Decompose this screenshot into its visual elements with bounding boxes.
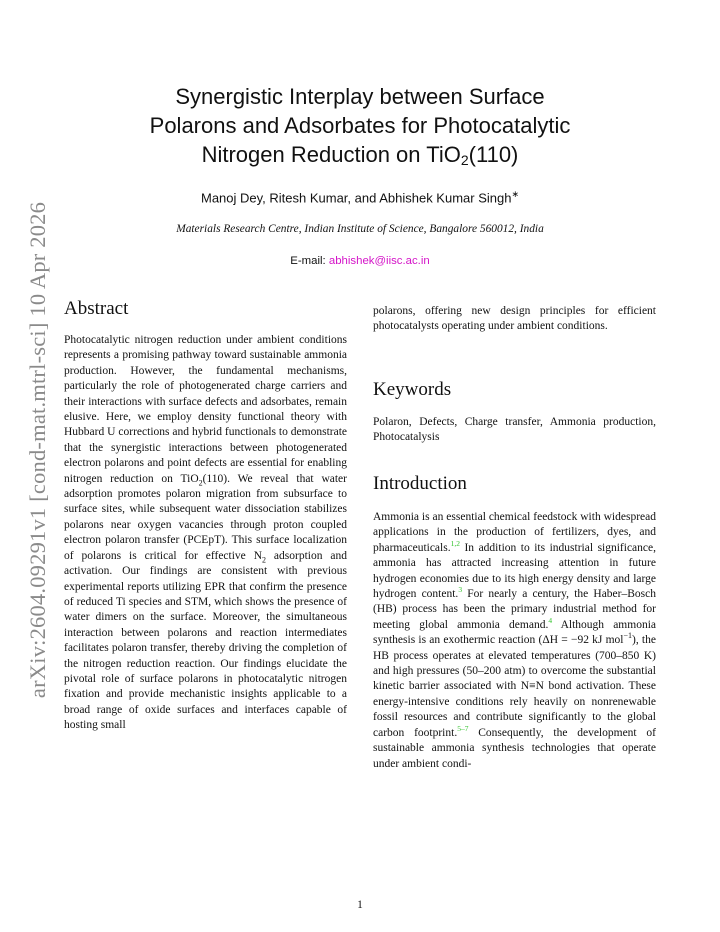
citation-link[interactable]: 4 bbox=[548, 616, 553, 626]
email-line: E-mail: abhishek@iisc.ac.in bbox=[290, 255, 430, 267]
paper-title bbox=[60, 82, 660, 169]
abstract-text-continued: polarons, offering new design principles for efficient photocatalysts operating under ambient conditions. bbox=[373, 305, 656, 333]
title-line-3: Nitrogen Reduction on TiO$_2$(110) bbox=[201, 142, 519, 168]
title-line-1: Synergistic Interplay between Surface bbox=[175, 84, 545, 109]
keywords-text: Polaron, Defects, Charge transfer, Ammonia production, Photocatalysis bbox=[373, 416, 656, 444]
page-number: 1 bbox=[357, 899, 363, 911]
citation-link[interactable]: 1,2 bbox=[450, 538, 460, 548]
author-list: Manoj Dey, Ritesh Kumar, and Abhishek Kumar Singh∗ bbox=[200, 189, 520, 206]
title-line-2: Polarons and Adsorbates for Photocatalytic bbox=[149, 113, 571, 138]
introduction-text: Ammonia is an essential chemical feedstock with widespread applications in the production of fertilizers, dyes, and pharmaceuticals.$^{1,2}$ In addition to its industrial significance, ammonia has attracted increasing attention in future hydrogen economies due to its high energy density and large hydrogen content.$^3$ For nearly a century, the Haber–Bosch (HB) process has been the primary industrial method for meeting global ammonia demand.$^4$ Although ammonia synthesis is an exothermic reaction (ΔH = −92 kJ mol$^{-1}$), the HB process operates at elevated temperatures (700–850 K) and high pressures (50–200 atm) to overcome the substantial kinetic barrier associated with N≡N bond activation. These energy-intensive conditions rely heavily on nonrenewable fossil resources and contribute significantly to the global carbon footprint.$^{5-7}$ Consequently, the development of sustainable ammonia synthesis technologies that operate under ambient condi- bbox=[373, 511, 656, 770]
corresponding-author-mark: ∗ bbox=[511, 189, 520, 199]
abstract-heading: Abstract bbox=[64, 298, 129, 319]
introduction-heading: Introduction bbox=[373, 473, 467, 494]
arxiv-identifier: arXiv:2604.09291v1 [cond-mat.mtrl-sci] 10 Apr 2026 bbox=[25, 201, 50, 699]
citation-link[interactable]: 5–7 bbox=[457, 723, 469, 733]
citation-link[interactable]: 3 bbox=[458, 585, 463, 595]
affiliation: Materials Research Centre, Indian Institute of Science, Bangalore 560012, India bbox=[176, 223, 544, 235]
abstract-text: Photocatalytic nitrogen reduction under ambient conditions represents a promising pathway toward sustainable ammonia production. However, the fundamental mechanisms, particularly the role of photogenerated charge carriers and their interactions with surface defects and adsorbates, remain elusive. Here, we employ density functional theory with Hubbard U corrections and hybrid functionals to demonstrate that the synergistic interactions between photogenerated electron polarons and point defects are essential for enabling nitrogen reduction on TiO$_2$(110). We reveal that water adsorption promotes polaron migration from subsurface to surface sites, while subsequent water dissociation stabilizes polarons near oxygen vacancies through proton coupled electron polaron transfer (PCEpT). This surface localization of polarons is critical for effective $N_2$ adsorption and activation. Our findings are consistent with previous experimental reports utilizing EPR that confirm the presence of reduced Ti species and STM, which shows the presence of water dimers on the surface. Moreover, the simultaneous interaction between polarons and reaction intermediates facilitates polaron transfer, thereby driving the completion of the nitrogen reduction reaction. Our findings elucidate the pivotal role of surface polarons in photocatalytic nitrogen fixation and provide mechanistic insights applicable to a broad range of oxide surfaces and interfaces capable of hosting small bbox=[64, 334, 348, 732]
keywords-heading: Keywords bbox=[373, 379, 452, 400]
email-link[interactable]: abhishek@iisc.ac.in bbox=[328, 255, 430, 267]
